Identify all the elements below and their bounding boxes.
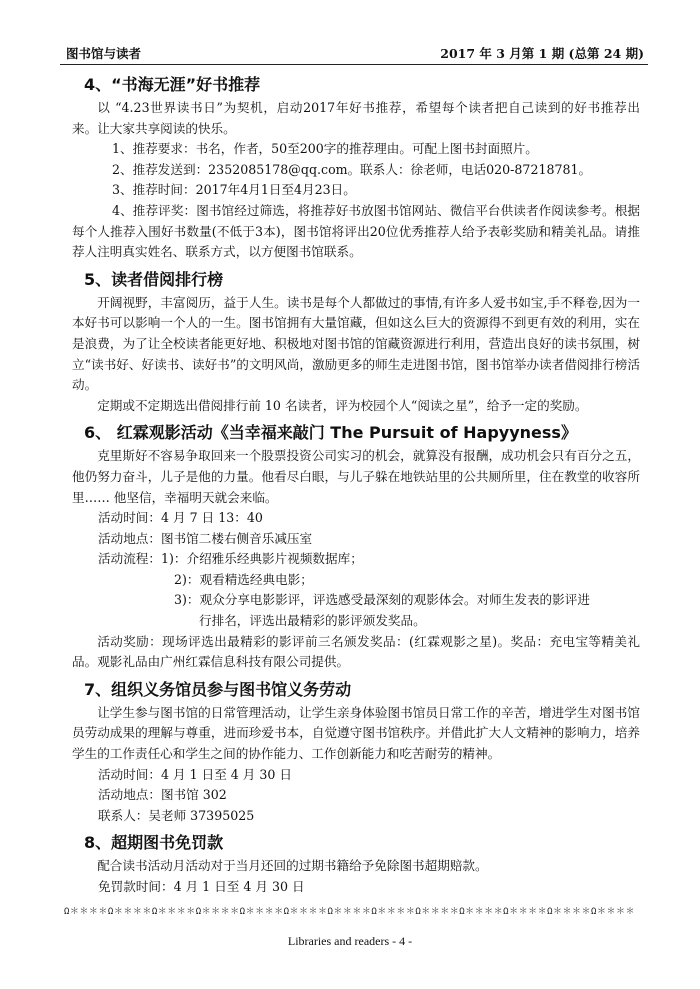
section-5-paragraph-1: 开阔视野，丰富阅历，益于人生。读书是每个人都做过的事情,有许多人爱书如宝,手不释卷,因为一本好书可以影响一个人的一生。图书馆拥有大量馆藏，但如这么巨大的资源得不到更有效的利用，实在是浪费，为了让全校读者能更好地、积极地对图书馆的馆藏资源进行利用，营造出良好的读书氛围，树立“读书好、好读书、读好书”的文明风尚，激励更多的师生走进图书馆，图书馆举办读者借阅排行榜活动。 <box>72 294 640 393</box>
header-issue-info: 2017 年 3 月第 1 期 (总第 24 期) <box>440 46 644 61</box>
section-4-time: 3、推荐时间：2017年4月1日至4月23日。 <box>112 182 356 198</box>
section-6-prize: 活动奖励：现场评选出最精彩的影评前三名颁发奖品：(红霖观影之星)。奖品：充电宝等精美礼品。观影礼品由广州红霖信息科技有限公司提供。 <box>72 633 640 670</box>
section-4-intro: 以 “4.23世界读书日”为契机，启动2017年好书推荐，希望每个读者把自己读到的好书推荐出来。让大家共享阅读的快乐。 <box>72 100 640 136</box>
section-6-flow-1: 活动流程：1)：介绍雅乐经典影片视频数据库； <box>98 551 363 567</box>
section-7-title: 7、组织义务馆员参与图书馆义务劳动 <box>84 679 352 699</box>
section-6-flow-2: 2)：观看精选经典电影； <box>174 571 313 587</box>
section-8-time: 免罚款时间：4 月 1 日至 4 月 30 日 <box>98 879 305 894</box>
section-4-send-to: 2、推荐发送到：2352085178@qq.com。联系人：徐老师，电话020-87218781。 <box>112 161 592 177</box>
section-5-paragraph-2: 定期或不定期选出借阅排行前 10 名读者，评为校园个人“阅读之星”，给予一定的奖励。 <box>97 397 588 413</box>
section-6-flow-3b: 行排名，评选出最精彩的影评颁发奖品。 <box>199 613 426 629</box>
header-journal-title: 图书馆与读者 <box>66 46 142 61</box>
section-4-evaluation: 4、推荐评奖：图书馆经过筛选，将推荐好书放图书馆网站、微信平台供读者作阅读参考。根据每个人推荐入围好书数量(不低于3本)，图书馆将评出20位优秀推荐人给予表彰奖励和精美礼品。请推荐人注明真实姓名、联系方式，以方便图书馆联系。 <box>72 202 640 260</box>
section-4-requirement: 1、推荐要求：书名，作者，50至200字的推荐理由。可配上图书封面照片。 <box>112 141 538 157</box>
section-6-title: 6、 红霖观影活动《当幸福来敲门 The Pursuit of Hapyyness》 <box>84 423 577 443</box>
section-5-title: 5、读者借阅排行榜 <box>84 269 224 289</box>
section-7-contact: 联系人：吴老师 37395025 <box>98 807 255 823</box>
section-4-title: 4、“书海无涯”好书推荐 <box>84 75 261 94</box>
section-8-paragraph: 配合读书活动月活动对于当月还回的过期书籍给予免除图书超期赔款。 <box>97 858 488 874</box>
section-7-time: 活动时间：4 月 1 日至 4 月 30 日 <box>98 766 293 782</box>
ornamental-divider: Ω＊＊＊＊Ω＊＊＊＊Ω＊＊＊＊Ω＊＊＊＊Ω＊＊＊＊Ω＊＊＊＊Ω＊＊＊＊Ω＊＊＊＊Ω＊＊＊＊Ω＊＊＊＊Ω＊＊＊＊Ω＊＊＊＊Ω＊＊＊＊ <box>64 907 635 917</box>
section-6-flow-3a: 3)：观众分享电影影评，评选感受最深刻的观影体会。对师生发表的影评进 <box>174 592 590 608</box>
section-6-place: 活动地点：图书馆二楼右侧音乐减压室 <box>98 530 313 546</box>
section-6-time: 活动时间：4 月 7 日 13：40 <box>98 510 263 526</box>
section-6-intro: 克里斯好不容易争取回来一个股票投资公司实习的机会，就算没有报酬，成功机会只有百分之五，他仍努力奋斗，儿子是他的力量。他看尽白眼，与儿子躲在地铁站里的公共厕所里，住在教堂的收容所里…… 他坚信，幸福明天就会来临。 <box>72 448 640 505</box>
section-8-title: 8、超期图书免罚款 <box>84 833 224 853</box>
page-header <box>60 42 648 65</box>
page-footer: Libraries and readers - 4 - <box>287 934 413 948</box>
section-7-paragraph: 让学生参与图书馆的日常管理活动，让学生亲身体验图书馆员日常工作的辛苦，增进学生对图书馆员劳动成果的理解与尊重，进而珍爱书本，自觉遵守图书馆秩序。并借此扩大人文精神的影响力，培养学生的工作责任心和学生之间的协作能力、工作创新能力和吃苦耐劳的精神。 <box>72 704 640 762</box>
section-7-place: 活动地点：图书馆 302 <box>98 787 227 803</box>
page-content <box>72 72 640 898</box>
